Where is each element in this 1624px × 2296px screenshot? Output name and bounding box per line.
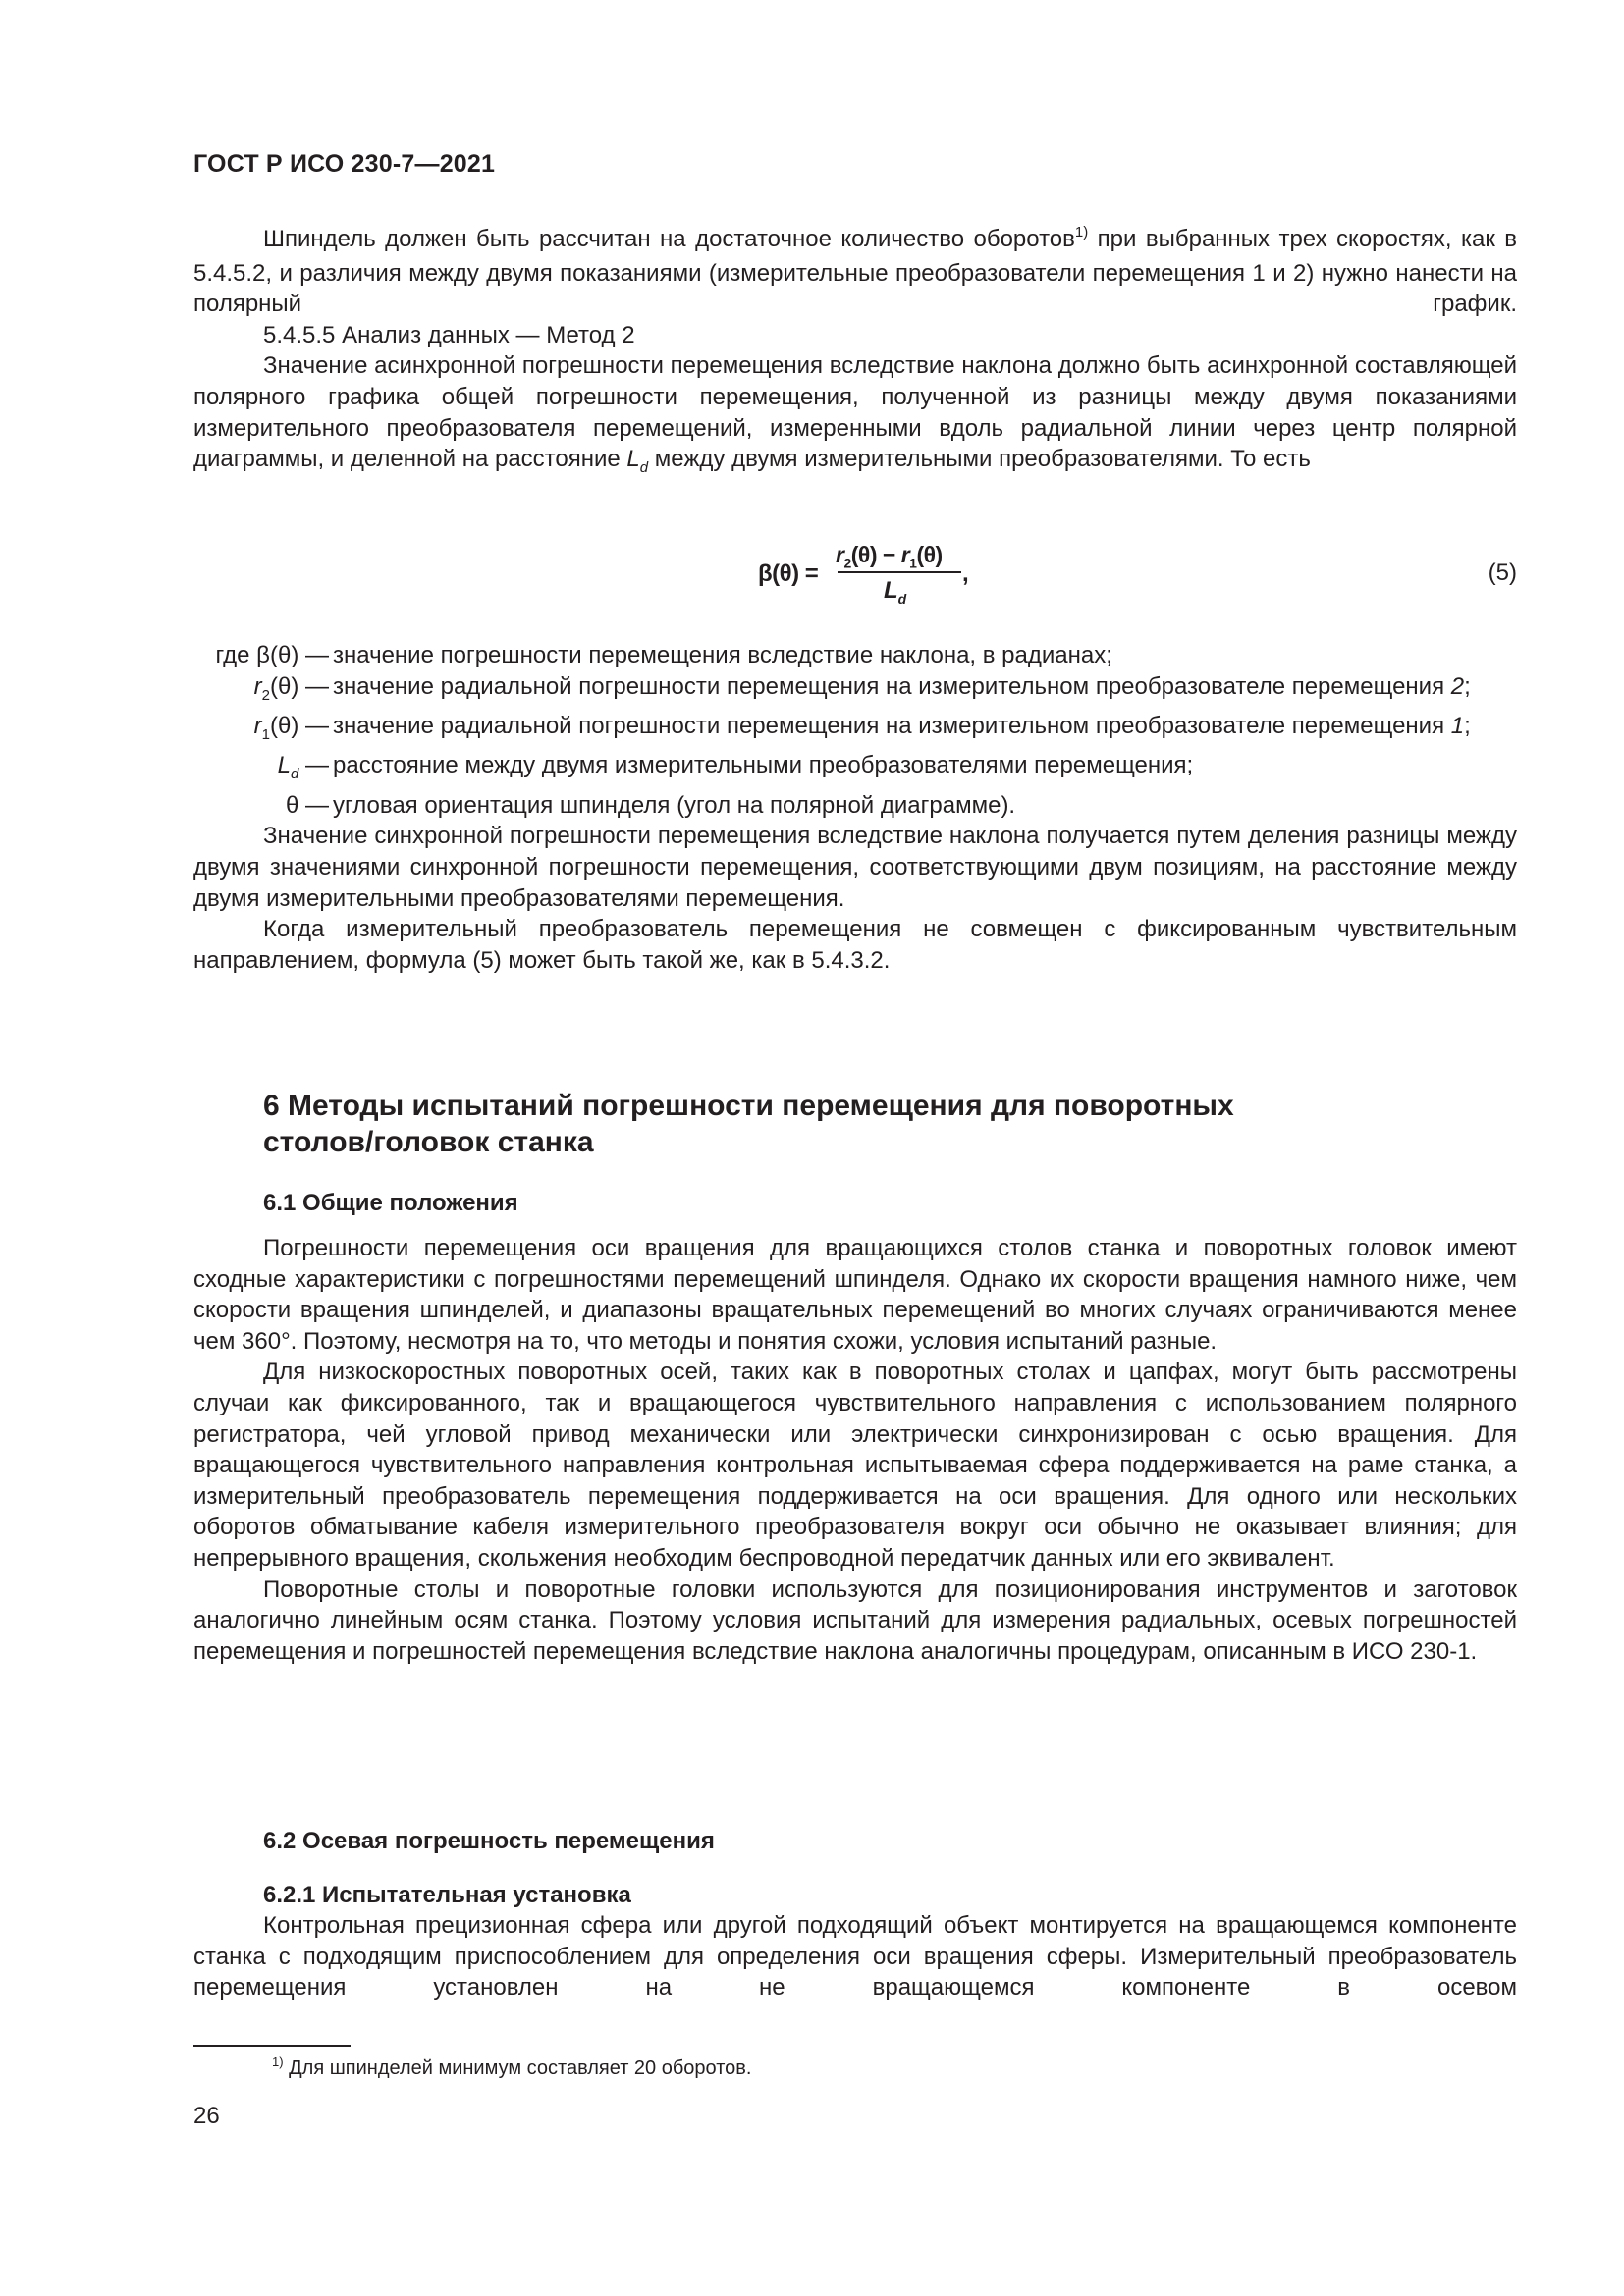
legend-text: 2 [1450, 672, 1465, 700]
footnote-text: Для шпинделей минимум составляет 20 оборотов. [283, 2057, 752, 2079]
legend-text: 1 [1450, 712, 1465, 739]
legend-row [193, 790, 1517, 822]
paragraph-sync-error: Значение синхронной погрешности перемещения вследствие наклона получается путем деления разницы между двумя значениями синхронной погрешности перемещения, соответствующими двум позициям, на расстояние между двумя измерительными преобразователями перемещения. [193, 823, 1517, 912]
symbol-r: r [836, 542, 844, 567]
section-6-2-title: 6.2 Осевая погрешность перемещения [263, 1828, 715, 1854]
symbol-L: L [626, 446, 640, 473]
paragraph-spindle [193, 224, 1517, 320]
fraction-bar [838, 571, 961, 573]
symbol-L: L [884, 577, 898, 604]
footnote [272, 2056, 751, 2083]
legend-dash: — [298, 791, 329, 819]
formula-legend [193, 640, 1517, 976]
symbol-subscript: 1 [909, 555, 917, 571]
legend-description: расстояние между двумя измерительными преобразователями перемещения; [333, 752, 1194, 779]
legend-row [193, 671, 1517, 711]
footnote-ref: 1) [1074, 224, 1089, 240]
symbol-subscript: 2 [843, 555, 851, 571]
legend-dash: — [298, 642, 329, 668]
legend-description: угловая ориентация шпинделя (угол на полярной диаграмме). [333, 791, 1016, 819]
symbol-subscript: d [290, 766, 299, 783]
section-6-1-body [193, 1233, 1517, 1667]
legend-text: ; [1464, 712, 1471, 739]
paragraph-6-1-1: Погрешности перемещения оси вращения для вращающихся столов станка и поворотных головок имеют сходные характеристики с погрешностями перемещений шпинделя. Однако их скорости вращения намного ниже, чем скорости вращения шпинделей, и диапазоны вращательных перемещений во многих случаях ограничиваются менее чем 360°. Поэтому, несмотря на то, что методы и понятия схожи, условия испытаний разные. [193, 1235, 1517, 1355]
legend-text: ; [1464, 672, 1471, 700]
legend-symbol [193, 640, 329, 671]
legend-dash: — [298, 712, 329, 739]
legend-symbol-text: r [253, 672, 262, 700]
paragraph-formula-note: Когда измерительный преобразователь перемещения не совмещен с фиксированным чувствительным направлением, формула (5) может быть такой же, как в 5.4.3.2. [193, 916, 1517, 974]
formula-text: (θ) [916, 542, 943, 567]
paragraph-async-error [193, 350, 1517, 483]
section-6-1-title: 6.1 Общие положения [263, 1190, 518, 1216]
formula-lhs: β(θ) = [758, 561, 819, 587]
legend-symbol [193, 671, 329, 711]
intro-block [193, 224, 1517, 484]
section-6-title: 6 Методы испытаний погрешности перемещения для поворотных столов/головок станка [263, 1090, 1234, 1158]
symbol-subscript: d [897, 590, 907, 607]
legend-symbol-text: (θ) [269, 672, 299, 700]
legend-symbol [193, 750, 329, 789]
legend-symbol-text: где β(θ) [215, 642, 299, 668]
legend-symbol [193, 790, 329, 822]
footnote-marker: 1) [272, 2055, 284, 2069]
legend-text: значение радиальной погрешности перемещения на измерительном преобразователе перемещения [333, 672, 1451, 700]
legend-dash: — [298, 672, 329, 700]
legend-symbol-text: (θ) [269, 712, 299, 739]
symbol-subscript: d [639, 458, 649, 476]
paragraph-text: между двумя измерительными преобразователями. То есть [648, 446, 1311, 473]
symbol-subscript: 2 [261, 686, 270, 704]
legend-symbol [193, 711, 329, 750]
document-code-header: ГОСТ Р ИСО 230-7—2021 [193, 150, 496, 178]
legend-row [193, 750, 1517, 789]
section-6-2-1-body [193, 1910, 1517, 2003]
legend-symbol-text: L [277, 752, 291, 779]
formula-numerator [836, 540, 943, 579]
formula-5 [758, 538, 974, 620]
paragraph-6-1-3: Поворотные столы и поворотные головки используются для позиционирования инструментов и заготовок аналогично линейным осям станка. Поэтому условия испытаний для измерения радиальных, осевых погрешностей перемещения и погрешностей перемещения вследствие наклона аналогичны процедурам, описанным в ИСО 230-1. [193, 1575, 1517, 1665]
formula-comma: , [962, 561, 969, 587]
legend-row [193, 640, 1517, 671]
paragraph-6-1-2: Для низкоскоростных поворотных осей, таких как в поворотных столах и цапфах, могут быть рассмотрены случаи как фиксированного, так и вращающегося чувствительного направления с использованием полярного регистратора, чей угловой привод механически или электрически синхронизирован с осью вращения. Для вращающегося чувствительного направления контрольная испытываемая сфера поддерживается на раме станка, а измерительный преобразователь перемещения поддерживается на оси вращения. Для одного или нескольких оборотов обматывание кабеля измерительного преобразователя вокруг оси обычно не оказывает влияния; для непрерывного вращения, скольжения необходим беспроводной передатчик данных или его эквивалент. [193, 1359, 1517, 1572]
paragraph-text: Значение асинхронной погрешности перемещения вследствие наклона должно быть асинхронной составляющей полярного графика общей погрешности перемещения, полученной из разницы между двумя показаниями измерительного преобразователя перемещений, измеренными вдоль радиальной линии через центр полярной диаграммы, и деленной на расстояние [193, 352, 1517, 473]
section-heading-5455: 5.4.5.5 Анализ данных — Метод 2 [263, 321, 635, 348]
legend-symbol-text: r [253, 712, 262, 739]
section-6-2-1-title: 6.2.1 Испытательная установка [263, 1882, 631, 1908]
symbol-r: r [900, 542, 910, 567]
paragraph-text: Шпиндель должен быть рассчитан на достаточное количество оборотов [263, 226, 1075, 252]
symbol-subscript: 1 [261, 725, 270, 743]
legend-symbol-text: θ [285, 791, 299, 819]
paragraph-text: при выбранных трех скоростях, как в 5.4.5.2, и различия между двумя показаниями (измерительные преобразователи перемещения 1 и 2) нужно нанести на полярный график. [193, 226, 1517, 318]
formula-denominator [884, 575, 906, 614]
formula-text: (θ) − [850, 542, 901, 567]
paragraph-6-2-1: Контрольная прецизионная сфера или другой подходящий объект монтируется на вращающемся компоненте станка с подходящим приспособлением для определения оси вращения сферы. Измерительный преобразователь перемещения установлен на не вращающемся компоненте в осевом [193, 1912, 1517, 2002]
page-number: 26 [193, 2103, 220, 2129]
legend-description: значение погрешности перемещения вследствие наклона, в радианах; [333, 642, 1112, 668]
legend-description [333, 711, 1517, 750]
legend-dash: — [298, 752, 329, 779]
legend-description [333, 671, 1517, 711]
footnote-separator [193, 2045, 351, 2047]
legend-text: значение радиальной погрешности перемещения на измерительном преобразователе перемещения [333, 712, 1451, 739]
legend-row [193, 711, 1517, 750]
formula-number: (5) [1488, 560, 1517, 586]
